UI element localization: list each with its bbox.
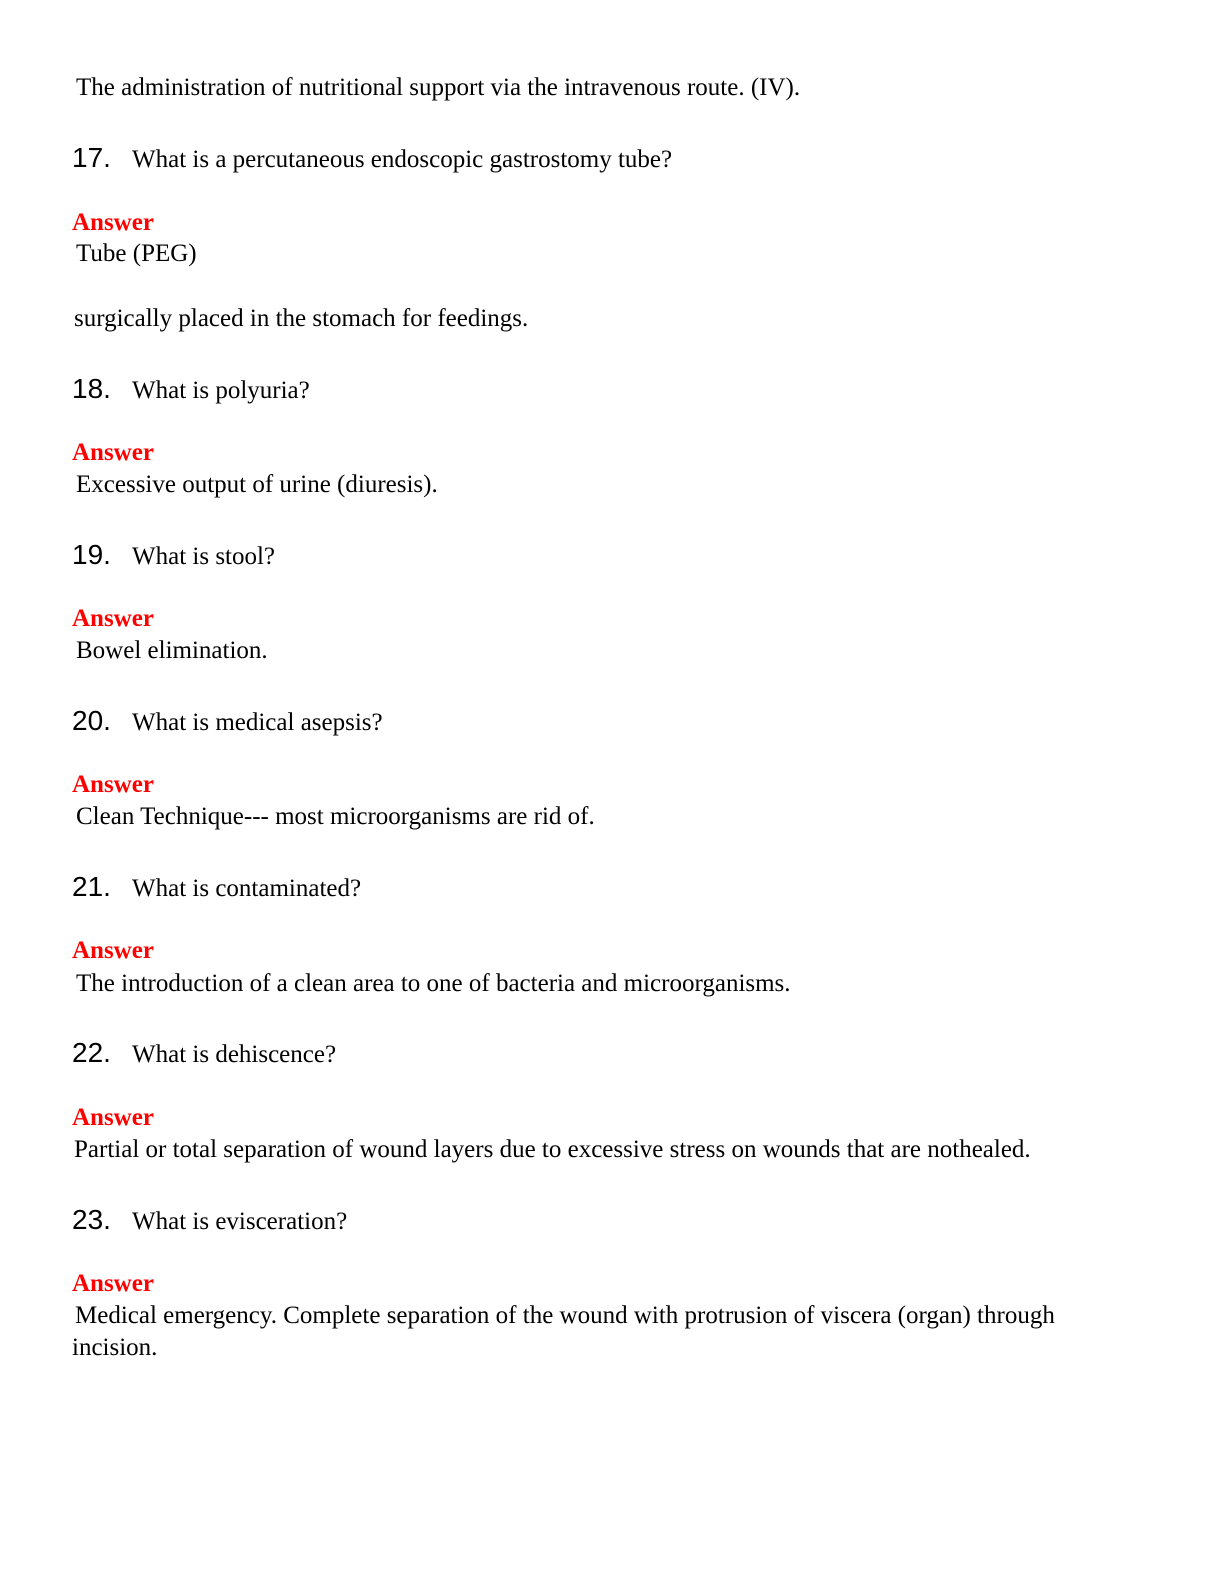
answer-label: Answer [72,771,154,798]
question-text: What is polyuria? [132,377,310,404]
question-20 [72,704,383,740]
question-number: 17. [72,142,111,173]
answer-text: surgically placed in the stomach for feedings. [74,305,529,332]
question-number: 23. [72,1204,111,1235]
answer-text: Partial or total separation of wound layers due to excessive stress on wounds that are nothealed. [74,1136,1031,1163]
question-number: 19. [72,539,111,570]
question-text: What is evisceration? [132,1208,348,1235]
question-21 [72,870,361,906]
answer-label: Answer [72,1270,154,1297]
answer-text: Clean Technique--- most microorganisms are rid of. [76,803,595,830]
answer-text: Medical emergency. Complete separation of the wound with protrusion of viscera (organ) through incision. [72,1302,1055,1361]
question-text: What is contaminated? [132,875,362,902]
answer-text: Bowel elimination. [76,637,268,664]
answer-label: Answer [72,937,154,964]
question-19 [72,538,275,574]
answer-label: Answer [72,605,154,632]
question-text: What is stool? [132,543,276,570]
question-number: 22. [72,1037,111,1068]
question-23 [72,1203,347,1239]
answer-label: Answer [72,1104,154,1131]
question-22 [72,1036,336,1072]
question-number: 18. [72,373,111,404]
question-text: What is a percutaneous endoscopic gastrostomy tube? [132,146,673,173]
answer-text: Excessive output of urine (diuresis). [76,471,438,498]
question-17 [72,141,672,177]
answer-label: Answer [72,209,154,236]
answer-label: Answer [72,439,154,466]
intro-answer-text: The administration of nutritional support via the intravenous route. (IV). [76,74,801,101]
question-number: 21. [72,871,111,902]
question-text: What is medical asepsis? [132,709,383,736]
answer-text: The introduction of a clean area to one of bacteria and microorganisms. [76,970,791,997]
question-18 [72,372,310,408]
question-number: 20. [72,705,111,736]
question-text: What is dehiscence? [132,1041,337,1068]
answer-text: Tube (PEG) [76,240,197,267]
